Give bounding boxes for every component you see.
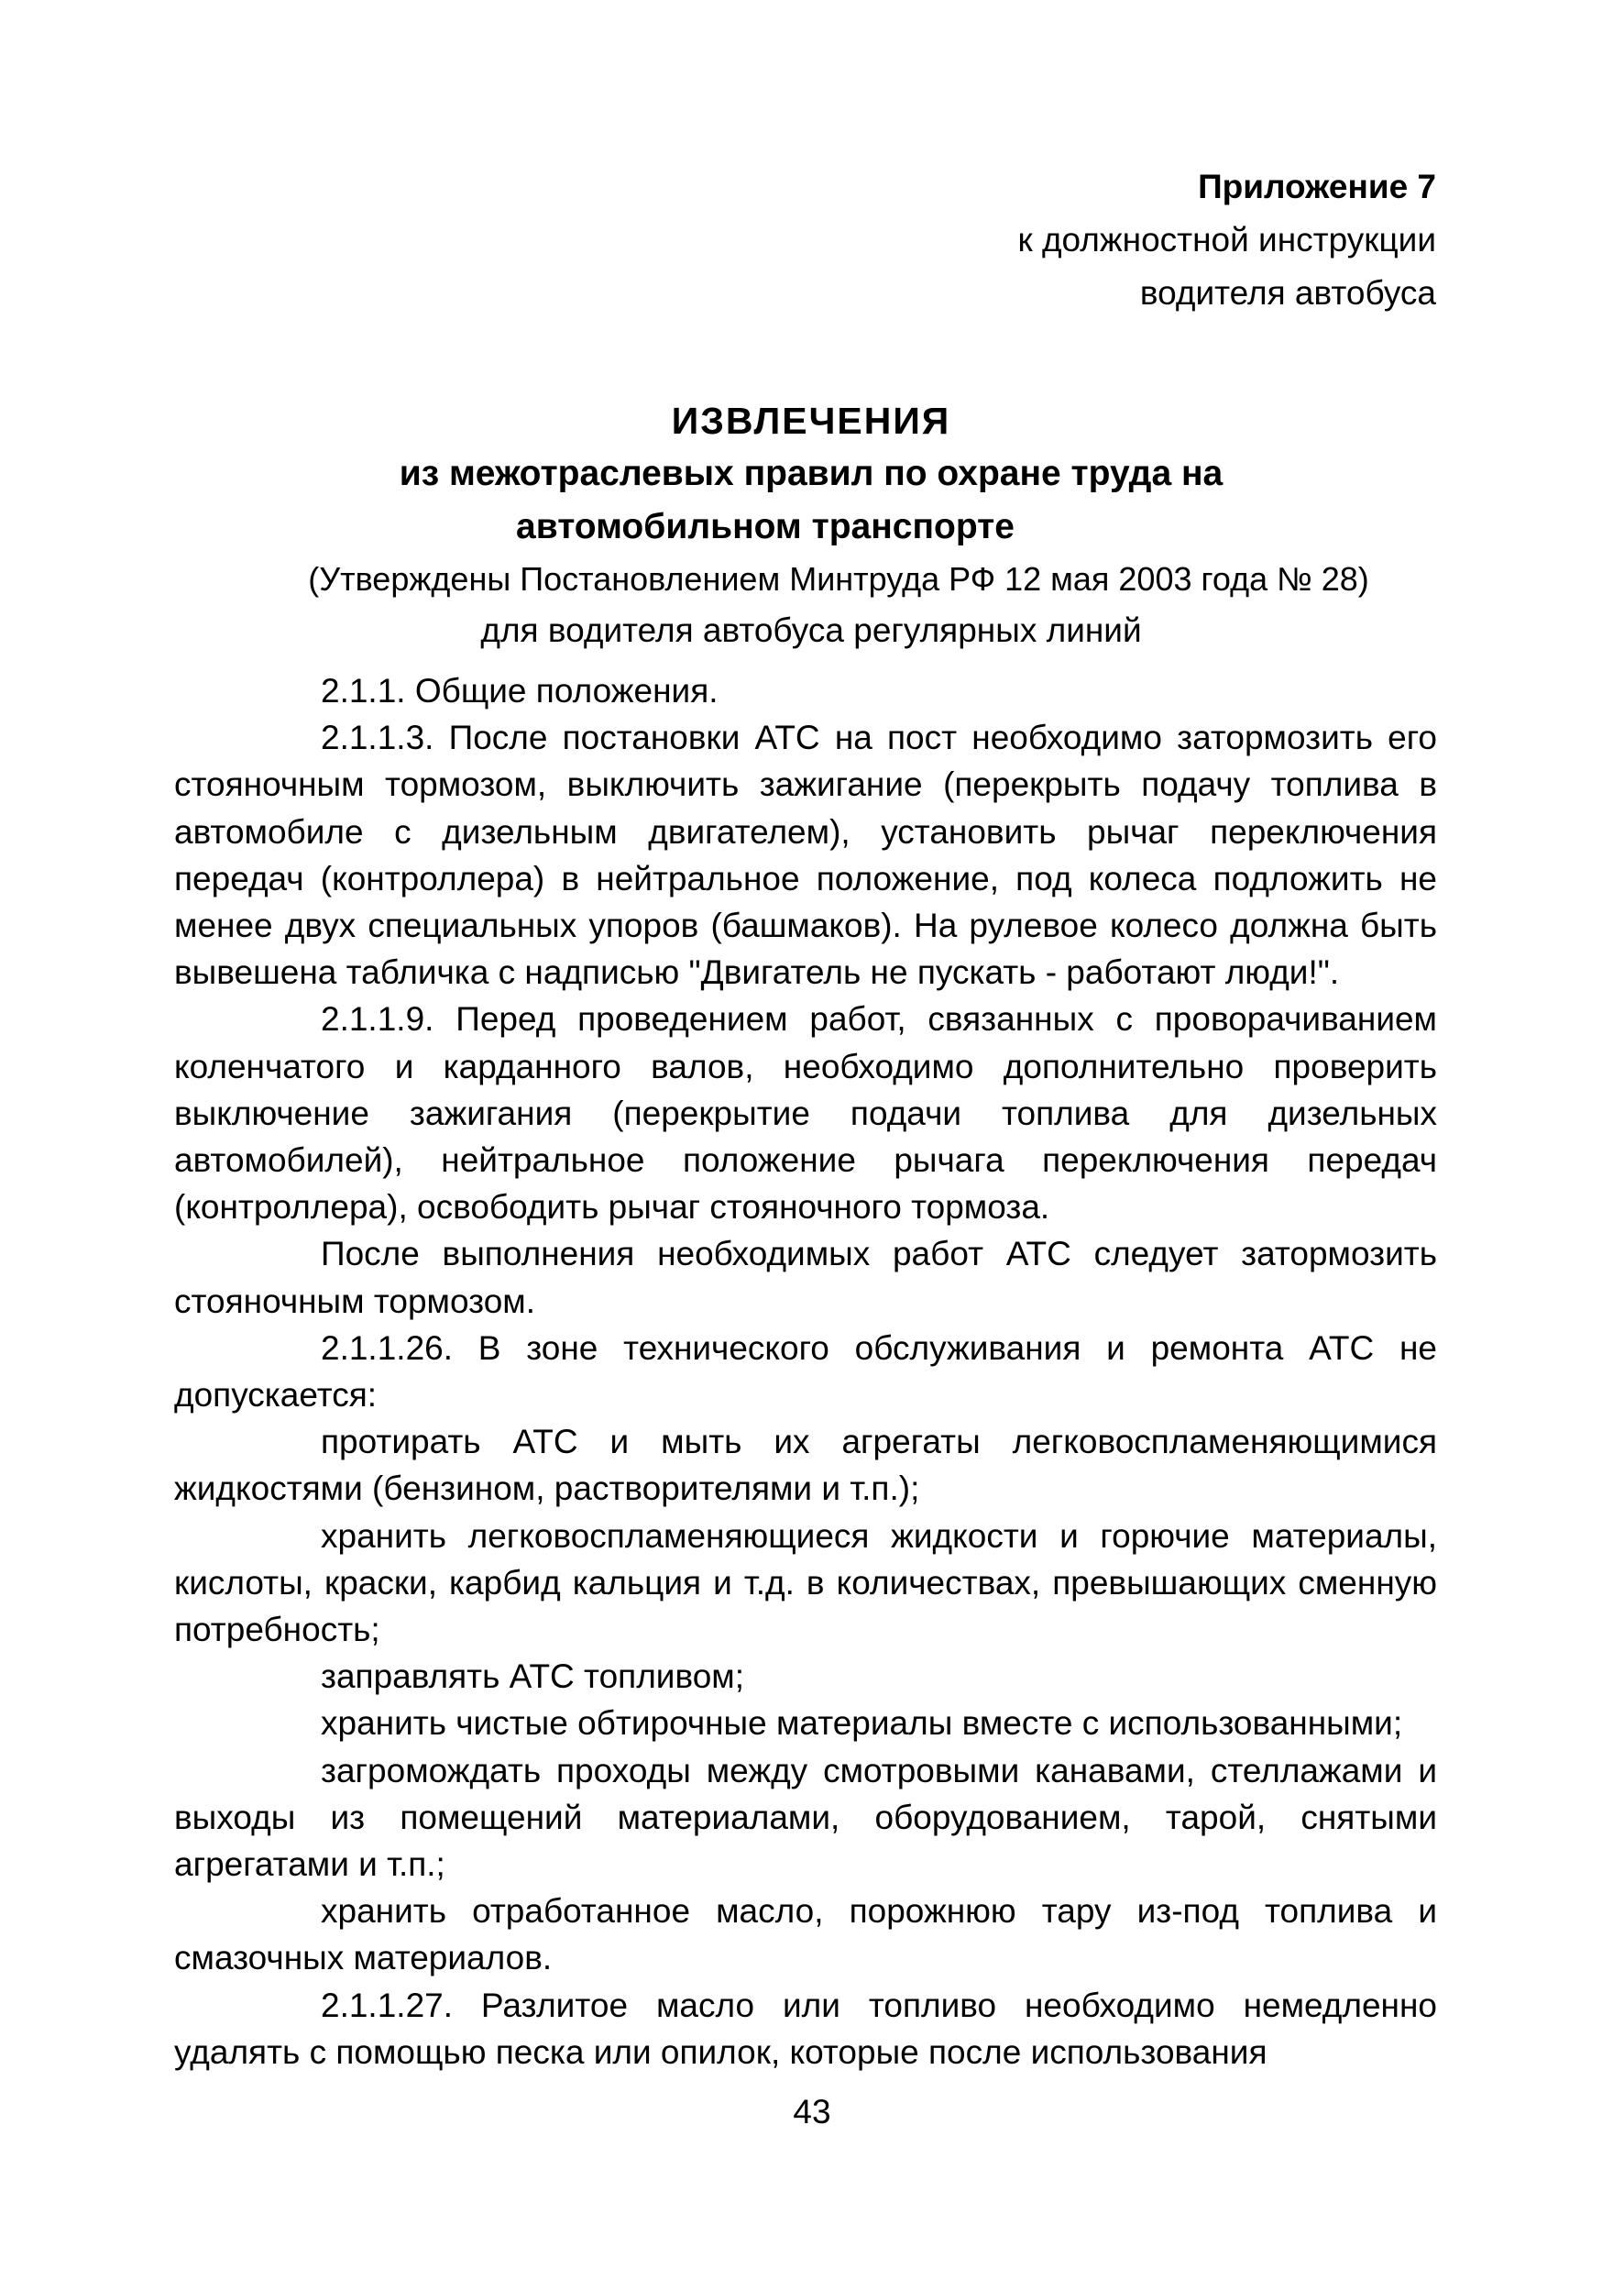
paragraph-general-provisions: 2.1.1. Общие положения.	[321, 672, 719, 710]
document-title: ИЗВЛЕЧЕНИЯ	[671, 400, 951, 442]
paragraph-after-works: После выполнения необходимых работ АТС следует затормозить стояночным тормозом.	[174, 1235, 1437, 1320]
list-item-store-rags: хранить чистые обтирочные материалы вместе с использованными;	[321, 1704, 1403, 1743]
appendix-line-2: к должностной инструкции	[1017, 221, 1436, 259]
paragraph-2-1-1-26: 2.1.1.26. В зоне технического обслуживания и ремонта АТС не допускается:	[174, 1328, 1437, 1415]
approval-note: (Утверждены Постановлением Минтруда РФ 12 мая 2003 года № 28)	[308, 560, 1369, 598]
body-text	[174, 667, 1437, 2075]
appendix-header	[1017, 160, 1436, 320]
title-block	[165, 394, 1457, 656]
list-item-obstruct: загромождать проходы между смотровыми канавами, стеллажами и выходы из помещений материалами, оборудованием, тарой, снятыми агрегатами и т.п.;	[174, 1751, 1437, 1884]
list-item-wipe: протирать АТС и мыть их агрегаты легковоспламеняющимися жидкостями (бензином, растворителями и т.п.);	[174, 1423, 1437, 1508]
audience-line: для водителя автобуса регулярных линий	[480, 611, 1142, 649]
paragraph-2-1-1-27: 2.1.1.27. Разлитое масло или топливо необходимо немедленно удалять с помощью песка или опилок, которые после использования	[174, 1986, 1437, 2071]
paragraph-2-1-1-3: 2.1.1.3. После постановки АТС на пост необходимо затормозить его стояночным тормозом, выключить зажигание (перекрыть подачу топлива в автомобиле с дизельным двигателем), установить рычаг переключения передач (контроллера) в нейтральное положение, под колеса подложить не менее двух специальных упоров (башмаков). На рулевое колесо должна быть вывешена табличка с надписью "Двигатель не пускать - работают люди!".	[174, 719, 1437, 992]
list-item-refuel: заправлять АТС топливом;	[321, 1657, 744, 1696]
title-line-3: автомобильном транспорте	[516, 507, 1015, 546]
title-line-2: из межотраслевых правил по охране труда на	[399, 454, 1223, 493]
list-item-store-oil: хранить отработанное масло, порожнюю тару из-под топлива и смазочных материалов.	[174, 1892, 1437, 1977]
appendix-line-3: водителя автобуса	[1139, 274, 1436, 312]
paragraph-2-1-1-9: 2.1.1.9. Перед проведением работ, связанных с проворачиванием коленчатого и карданного валов, необходимо дополнительно проверить выключение зажигания (перекрытие подачи топлива для дизельных автомобилей), нейтральное положение рычага переключения передач (контроллера), освободить рычаг стояночного тормоза.	[174, 1000, 1437, 1227]
list-item-store-flammables: хранить легковоспламеняющиеся жидкости и горючие материалы, кислоты, краски, карбид кальция и т.д. в количествах, превышающих сменную потребность;	[174, 1516, 1437, 1649]
appendix-number: Приложение 7	[1198, 168, 1436, 205]
page-number: 43	[793, 2093, 831, 2130]
